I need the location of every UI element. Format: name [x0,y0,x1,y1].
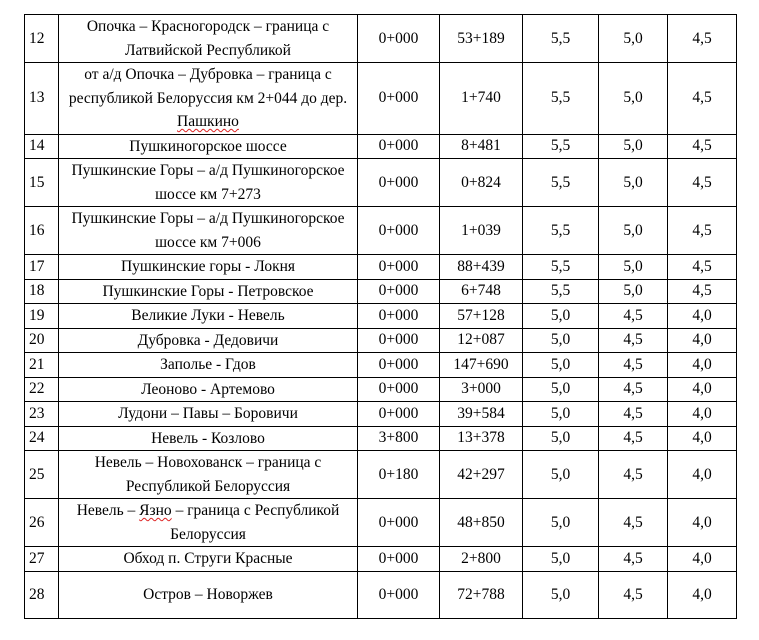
value-3-cell: 4,0 [668,353,737,378]
value-2-cell: 5,0 [599,207,668,255]
table-row [25,499,737,547]
end-km-cell: 6+748 [440,279,523,304]
table-row [25,207,737,255]
value-3-cell: 4,0 [668,426,737,451]
value-3-cell: 4,0 [668,451,737,499]
row-number-cell: 15 [25,159,59,207]
value-3-cell: 4,5 [668,63,737,135]
road-name-cell: Великие Луки - Невель [59,304,358,329]
end-km-cell: 1+039 [440,207,523,255]
value-1-cell: 5,0 [523,571,599,618]
table-row [25,571,737,618]
start-km-cell: 0+000 [358,402,440,427]
value-1-cell: 5,5 [523,279,599,304]
value-1-cell: 5,0 [523,426,599,451]
road-name-cell: Невель – Язно – граница с Республикой Белоруссия [59,499,358,547]
table-row [25,402,737,427]
road-name-cell: Обход п. Струги Красные [59,547,358,572]
end-km-cell: 12+087 [440,328,523,353]
end-km-cell: 57+128 [440,304,523,329]
start-km-cell: 0+180 [358,451,440,499]
road-name-cell: Пушкинские Горы - Петровское [59,279,358,304]
table-row [25,353,737,378]
value-1-cell: 5,0 [523,328,599,353]
table-row [25,451,737,499]
table-row [25,134,737,159]
table-row [25,328,737,353]
value-2-cell: 4,5 [599,377,668,402]
road-name-cell: Пушкинские Горы – а/д Пушкиногорское шоссе км 7+273 [59,159,358,207]
value-1-cell: 5,0 [523,304,599,329]
value-3-cell: 4,0 [668,328,737,353]
start-km-cell: 0+000 [358,63,440,135]
value-2-cell: 4,5 [599,328,668,353]
road-name-cell: Пушкинские Горы – а/д Пушкиногорское шоссе км 7+006 [59,207,358,255]
value-1-cell: 5,5 [523,255,599,280]
roads-table [24,14,737,619]
table-row [25,63,737,135]
value-1-cell: 5,0 [523,499,599,547]
start-km-cell: 0+000 [358,134,440,159]
row-number-cell: 25 [25,451,59,499]
table-row [25,377,737,402]
value-1-cell: 5,5 [523,207,599,255]
value-3-cell: 4,5 [668,207,737,255]
value-3-cell: 4,5 [668,279,737,304]
value-1-cell: 5,5 [523,134,599,159]
road-name-cell: Лудони – Павы – Боровичи [59,402,358,427]
start-km-cell: 0+000 [358,279,440,304]
value-1-cell: 5,5 [523,159,599,207]
value-3-cell: 4,0 [668,547,737,572]
start-km-cell: 0+000 [358,15,440,63]
end-km-cell: 39+584 [440,402,523,427]
row-number-cell: 22 [25,377,59,402]
row-number-cell: 12 [25,15,59,63]
roads-table-body [25,15,737,619]
value-2-cell: 4,5 [599,402,668,427]
row-number-cell: 20 [25,328,59,353]
end-km-cell: 3+000 [440,377,523,402]
value-1-cell: 5,0 [523,353,599,378]
start-km-cell: 0+000 [358,353,440,378]
value-3-cell: 4,0 [668,402,737,427]
value-3-cell: 4,0 [668,377,737,402]
start-km-cell: 0+000 [358,547,440,572]
value-2-cell: 4,5 [599,499,668,547]
row-number-cell: 16 [25,207,59,255]
spellcheck-underline: Пашкино [177,113,239,130]
value-3-cell: 4,5 [668,15,737,63]
end-km-cell: 13+378 [440,426,523,451]
end-km-cell: 48+850 [440,499,523,547]
value-3-cell: 4,5 [668,134,737,159]
end-km-cell: 2+800 [440,547,523,572]
end-km-cell: 1+740 [440,63,523,135]
value-2-cell: 4,5 [599,426,668,451]
start-km-cell: 0+000 [358,304,440,329]
road-name-cell: Заполье - Гдов [59,353,358,378]
table-row [25,426,737,451]
road-name-cell: Леоново - Артемово [59,377,358,402]
value-1-cell: 5,5 [523,15,599,63]
road-name-cell: Опочка – Красногородск – граница с Латвийской Республикой [59,15,358,63]
value-3-cell: 4,5 [668,159,737,207]
row-number-cell: 19 [25,304,59,329]
table-row [25,15,737,63]
spellcheck-underline: Язно [139,502,172,519]
value-2-cell: 4,5 [599,547,668,572]
value-1-cell: 5,0 [523,547,599,572]
start-km-cell: 0+000 [358,499,440,547]
row-number-cell: 24 [25,426,59,451]
value-2-cell: 4,5 [599,451,668,499]
row-number-cell: 17 [25,255,59,280]
start-km-cell: 0+000 [358,207,440,255]
value-3-cell: 4,0 [668,571,737,618]
start-km-cell: 3+800 [358,426,440,451]
row-number-cell: 21 [25,353,59,378]
road-name-cell: Невель - Козлово [59,426,358,451]
value-1-cell: 5,0 [523,451,599,499]
value-2-cell: 4,5 [599,571,668,618]
road-name-cell: Пушкиногорское шоссе [59,134,358,159]
start-km-cell: 0+000 [358,255,440,280]
road-name-cell: Невель – Новохованск – граница с Республикой Белоруссия [59,451,358,499]
value-3-cell: 4,0 [668,499,737,547]
value-2-cell: 5,0 [599,134,668,159]
row-number-cell: 26 [25,499,59,547]
value-1-cell: 5,0 [523,377,599,402]
start-km-cell: 0+000 [358,571,440,618]
start-km-cell: 0+000 [358,377,440,402]
table-row [25,255,737,280]
end-km-cell: 0+824 [440,159,523,207]
value-2-cell: 4,5 [599,353,668,378]
end-km-cell: 8+481 [440,134,523,159]
table-row [25,547,737,572]
value-2-cell: 5,0 [599,159,668,207]
road-name-cell: Остров – Новоржев [59,571,358,618]
road-name-cell: Пушкинские горы - Локня [59,255,358,280]
start-km-cell: 0+000 [358,159,440,207]
start-km-cell: 0+000 [358,328,440,353]
value-3-cell: 4,0 [668,304,737,329]
end-km-cell: 42+297 [440,451,523,499]
value-3-cell: 4,5 [668,255,737,280]
end-km-cell: 147+690 [440,353,523,378]
value-2-cell: 5,0 [599,255,668,280]
value-1-cell: 5,5 [523,63,599,135]
row-number-cell: 18 [25,279,59,304]
value-2-cell: 5,0 [599,15,668,63]
value-2-cell: 4,5 [599,304,668,329]
table-row [25,279,737,304]
value-2-cell: 5,0 [599,279,668,304]
end-km-cell: 53+189 [440,15,523,63]
road-name-cell: от а/д Опочка – Дубровка – граница с республикой Белоруссия км 2+044 до дер. Пашкино [59,63,358,135]
row-number-cell: 14 [25,134,59,159]
value-2-cell: 5,0 [599,63,668,135]
end-km-cell: 72+788 [440,571,523,618]
end-km-cell: 88+439 [440,255,523,280]
table-row [25,159,737,207]
table-row [25,304,737,329]
value-1-cell: 5,0 [523,402,599,427]
road-name-cell: Дубровка - Дедовичи [59,328,358,353]
row-number-cell: 13 [25,63,59,135]
row-number-cell: 23 [25,402,59,427]
row-number-cell: 28 [25,571,59,618]
row-number-cell: 27 [25,547,59,572]
